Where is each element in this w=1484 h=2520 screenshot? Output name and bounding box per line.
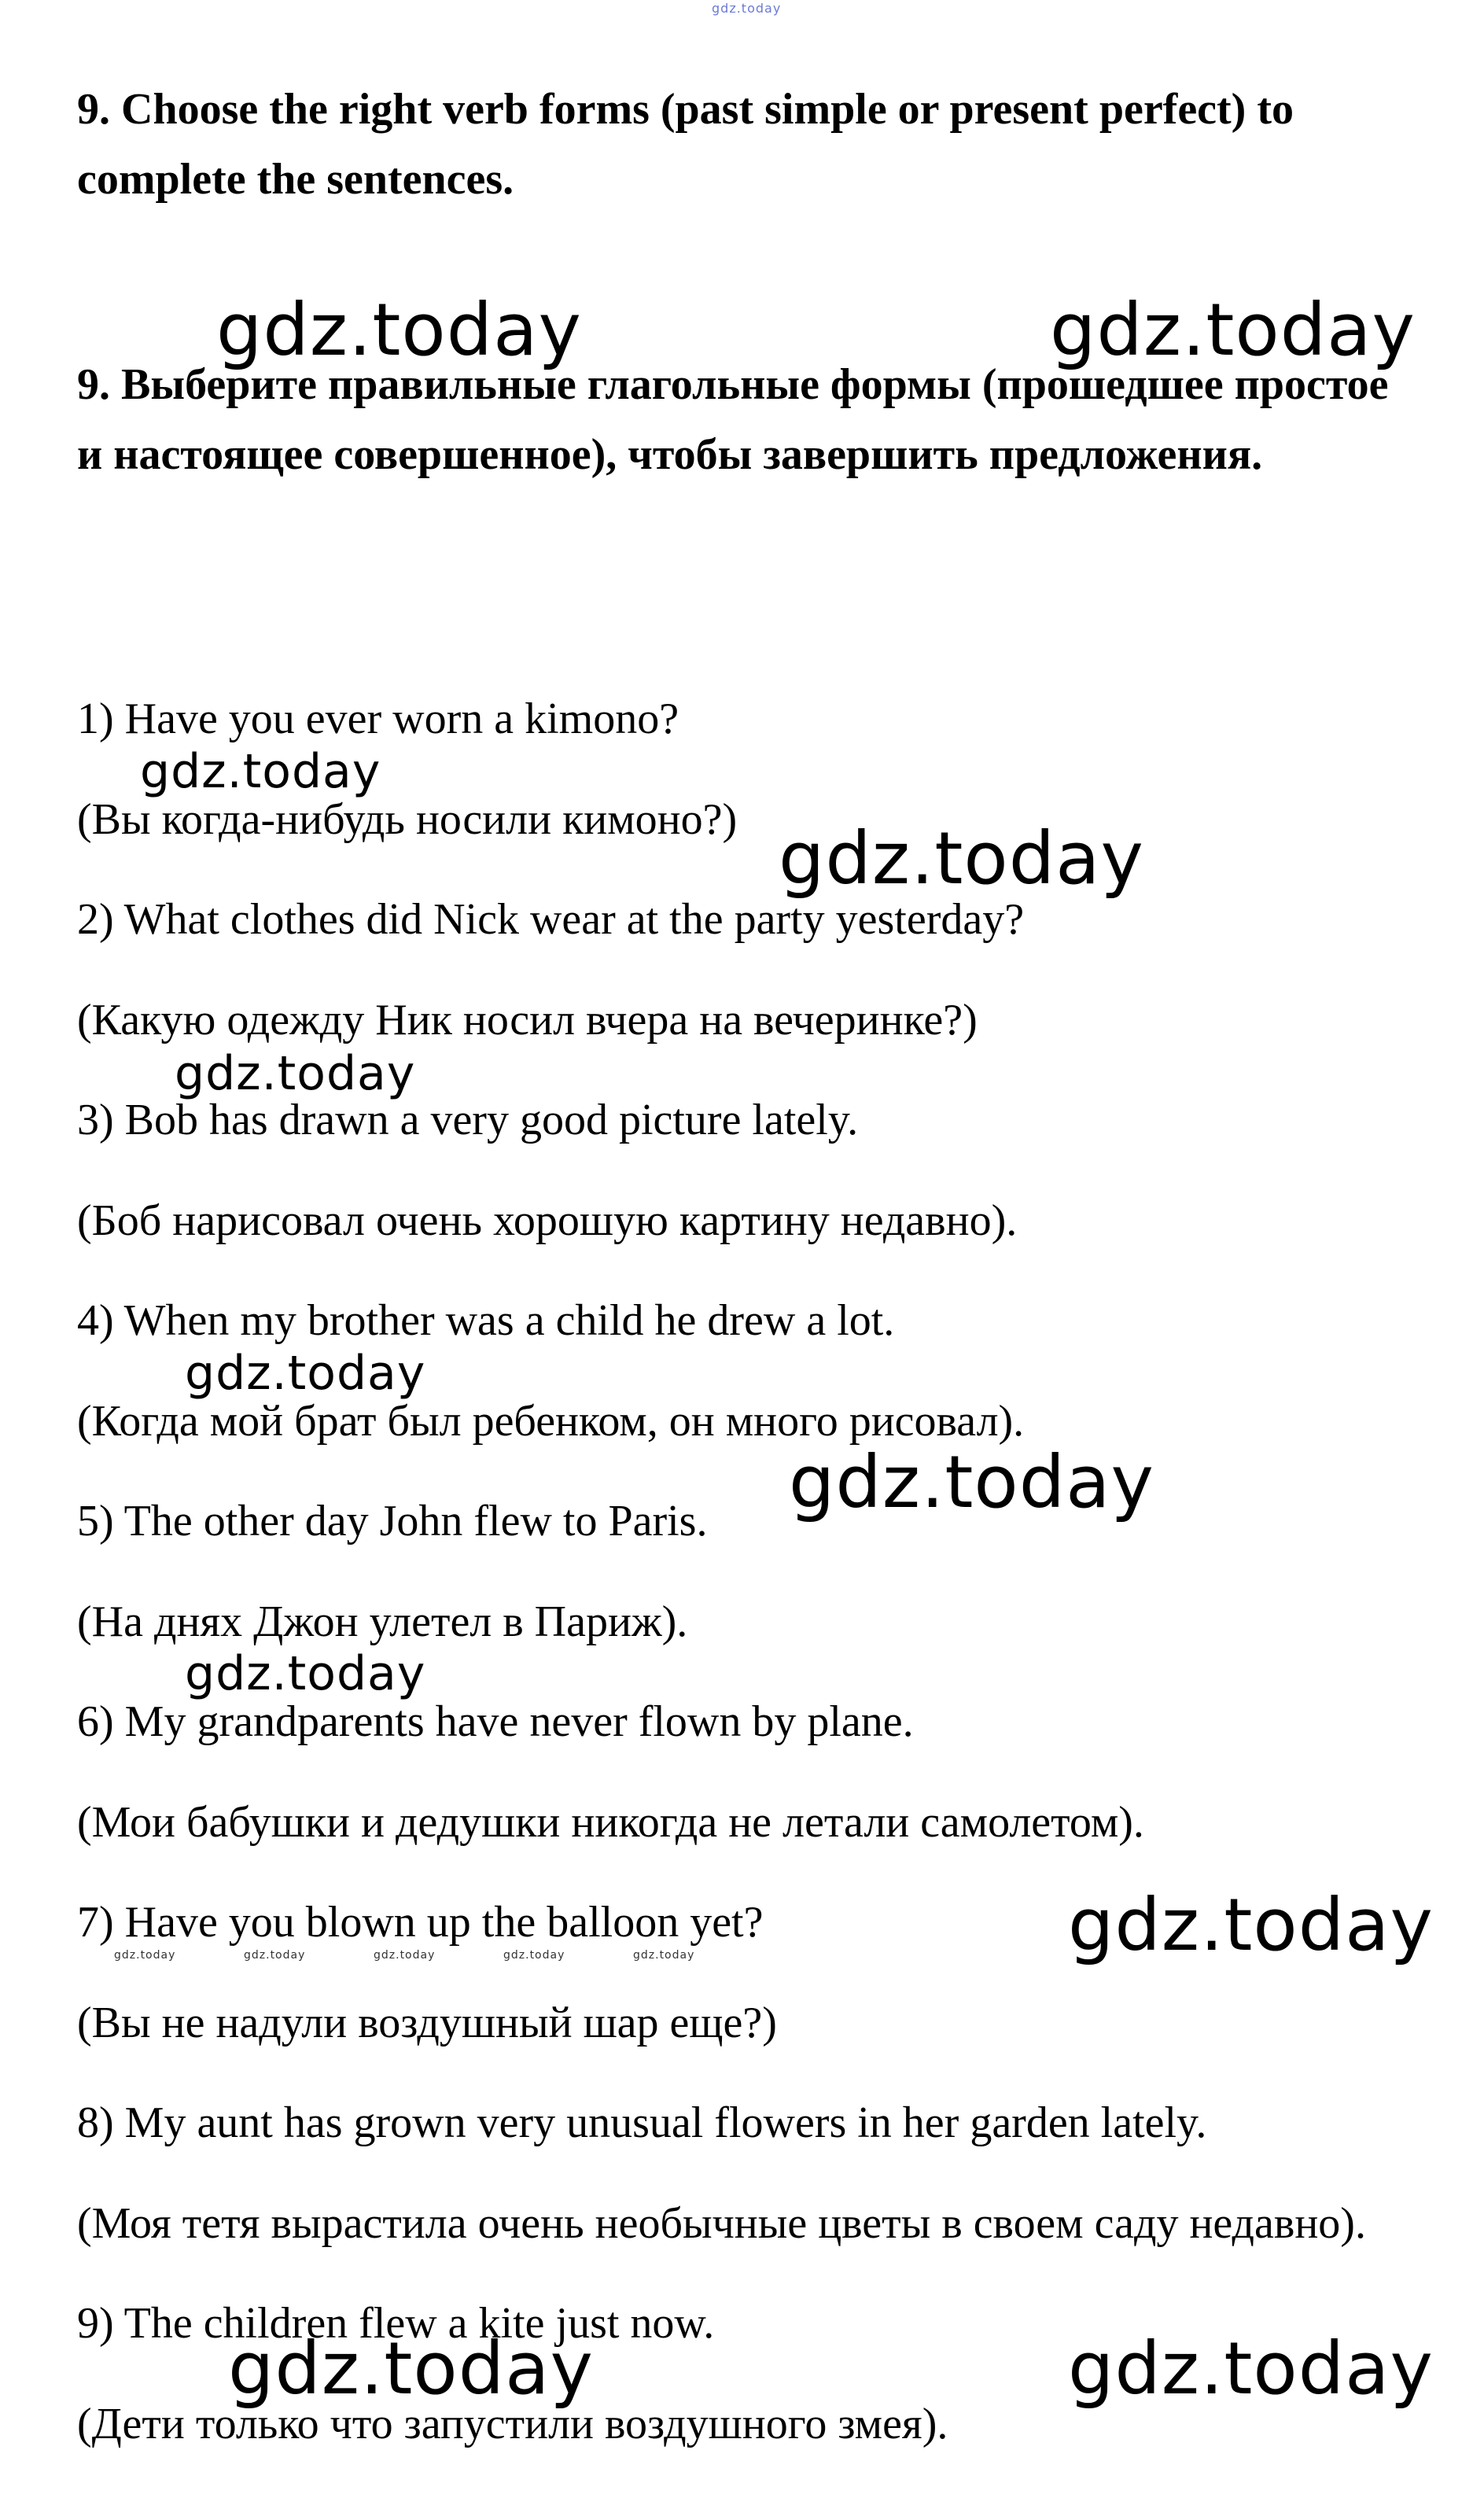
watermark: gdz.today [1068,2327,1434,2411]
watermark: gdz.today [503,1949,565,1962]
watermark: gdz.today [185,1346,426,1401]
sentence-8-ru: (Моя тетя вырастила очень необычные цветы в своем саду недавно). [77,2199,1366,2248]
watermark: gdz.today [114,1949,176,1962]
watermark: gdz.today [1050,288,1416,372]
sentence-8-en: 8) My aunt has grown very unusual flowers in her garden lately. [77,2098,1207,2147]
sentence-5-en: 5) The other day John flew to Paris. [77,1497,708,1546]
watermark: gdz.today [175,1046,416,1101]
sentence-7-ru: (Вы не надули воздушный шар еще?) [77,1999,777,2047]
watermark: gdz.today [374,1949,436,1962]
watermark: gdz.today [712,1,782,16]
watermark: gdz.today [140,744,381,799]
sentence-2-ru: (Какую одежду Ник носил вчера на вечеринке?) [77,996,978,1044]
sentence-1-ru: (Вы когда-нибудь носили кимоно?) [77,795,738,844]
watermark: gdz.today [185,1646,426,1701]
watermark: gdz.today [244,1949,306,1962]
sentence-3-en: 3) Bob has drawn a very good picture lately. [77,1096,859,1144]
sentence-9-en: 9) The children flew a kite just now. [77,2299,715,2348]
sentence-6-en: 6) My grandparents have never flown by plane. [77,1697,914,1746]
sentence-2-en: 2) What clothes did Nick wear at the party yesterday? [77,895,1025,944]
sentence-1-en: 1) Have you ever worn a kimono? [77,694,679,743]
watermark: gdz.today [779,816,1144,901]
watermark: gdz.today [228,2327,594,2411]
sentence-9-ru: (Дети только что запустили воздушного змея). [77,2400,948,2448]
watermark: gdz.today [789,1440,1154,1524]
sentence-5-ru: (На днях Джон улетел в Париж). [77,1597,688,1646]
sentence-4-ru: (Когда мой брат был ребенком, он много рисовал). [77,1397,1025,1446]
watermark: gdz.today [633,1949,695,1962]
sentence-4-en: 4) When my brother was a child he drew a lot. [77,1296,895,1345]
watermark: gdz.today [1068,1883,1434,1967]
task-heading-en: 9. Choose the right verb forms (past simple or present perfect) to complete the sentences. [77,85,1294,204]
watermark: gdz.today [216,288,582,372]
sentence-3-ru: (Боб нарисовал очень хорошую картину недавно). [77,1196,1018,1245]
task-heading-ru: 9. Выберите правильные глагольные формы (прошедшее простое и настоящее совершенное), чтобы завершить предложения. [77,360,1389,479]
sentence-6-ru: (Мои бабушки и дедушки никогда не летали самолетом). [77,1798,1144,1847]
sentence-7-en: 7) Have you blown up the balloon yet? [77,1898,764,1947]
